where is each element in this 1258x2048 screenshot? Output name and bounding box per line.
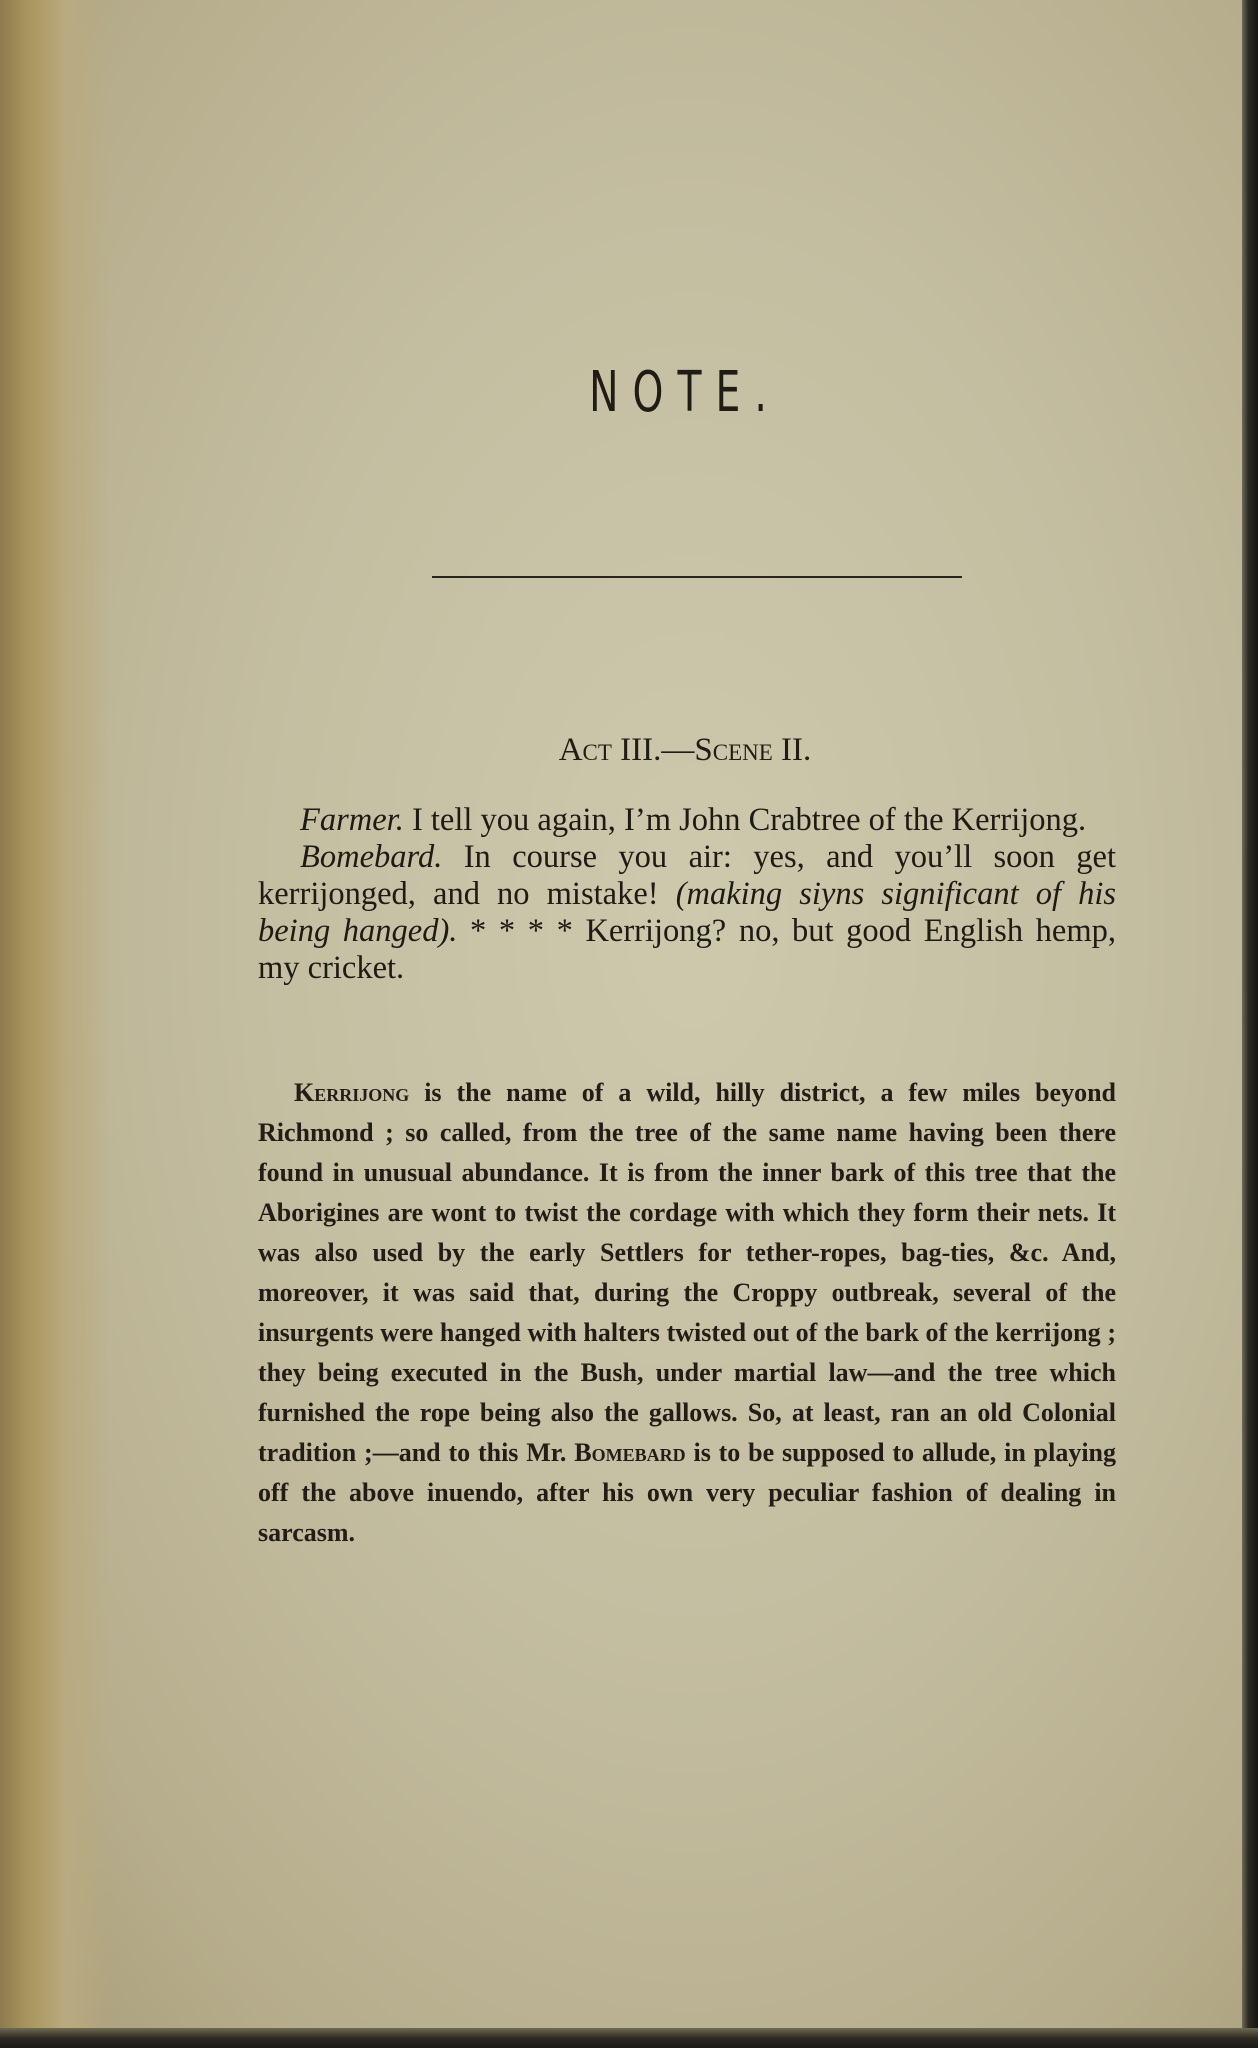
note-text-part-1: is the name of a wild, hilly district, a few miles beyond Richmond ; so called, from the tree of the same name having been there found in unusual abundance. It is from the inner bark of this tree that the Aborigines are wont to twist the cordage with which they form their nets. It was also used by the early Settlers for tether-ropes, bag-ties, &c. And, moreover, it was said that, during the Croppy outbreak, several of the insurgents were hanged with halters twisted out of the bark of the kerrijong ; they being executed in the Bush, under martial law—and the tree which furnished the rope being also the gallows. So, at least, ran an old Colonial tradition ;—and to this Mr. (258, 1078, 1116, 1467)
dialogue-line-bomebard (258, 839, 1116, 987)
scene-label: Scene II. (694, 732, 812, 768)
speaker-name: Bomebard. (300, 839, 443, 875)
dialogue-line-farmer (258, 802, 1116, 839)
note-lead-word: Kerrijong (294, 1078, 410, 1107)
dialogue-text-continued: * * * * Kerrijong? no, but good English hemp, my cricket. (258, 913, 1117, 986)
dialogue-text: I tell you again, I’m John Crabtree of the Kerrijong. (411, 802, 1087, 838)
stage-direction: (making siyns significant of his being hanged). (258, 876, 1117, 949)
note-paragraph (258, 1073, 1116, 1553)
title-rule-divider (432, 576, 962, 578)
dialogue-excerpt (258, 802, 1116, 987)
act-label: Act III. (558, 732, 662, 768)
note-text-part-2: is to be supposed to allude, in playing off the above inuendo, after his own very peculiar fashion of dealing in sarcasm. (258, 1438, 1117, 1547)
book-edge-bottom (0, 2028, 1258, 2048)
page-title: NOTE. (589, 360, 781, 425)
page-gutter-stain (0, 0, 110, 2048)
act-scene-heading (0, 732, 1258, 769)
heading-dash: — (661, 732, 695, 768)
note-name: Bomebard (574, 1438, 686, 1467)
note-body (258, 1073, 1116, 1553)
dialogue-text: In course you air: yes, and you’ll soon get kerrijonged, and no mistake! (258, 839, 1116, 912)
speaker-name: Farmer. (300, 802, 404, 838)
book-edge-right (1242, 0, 1258, 2048)
